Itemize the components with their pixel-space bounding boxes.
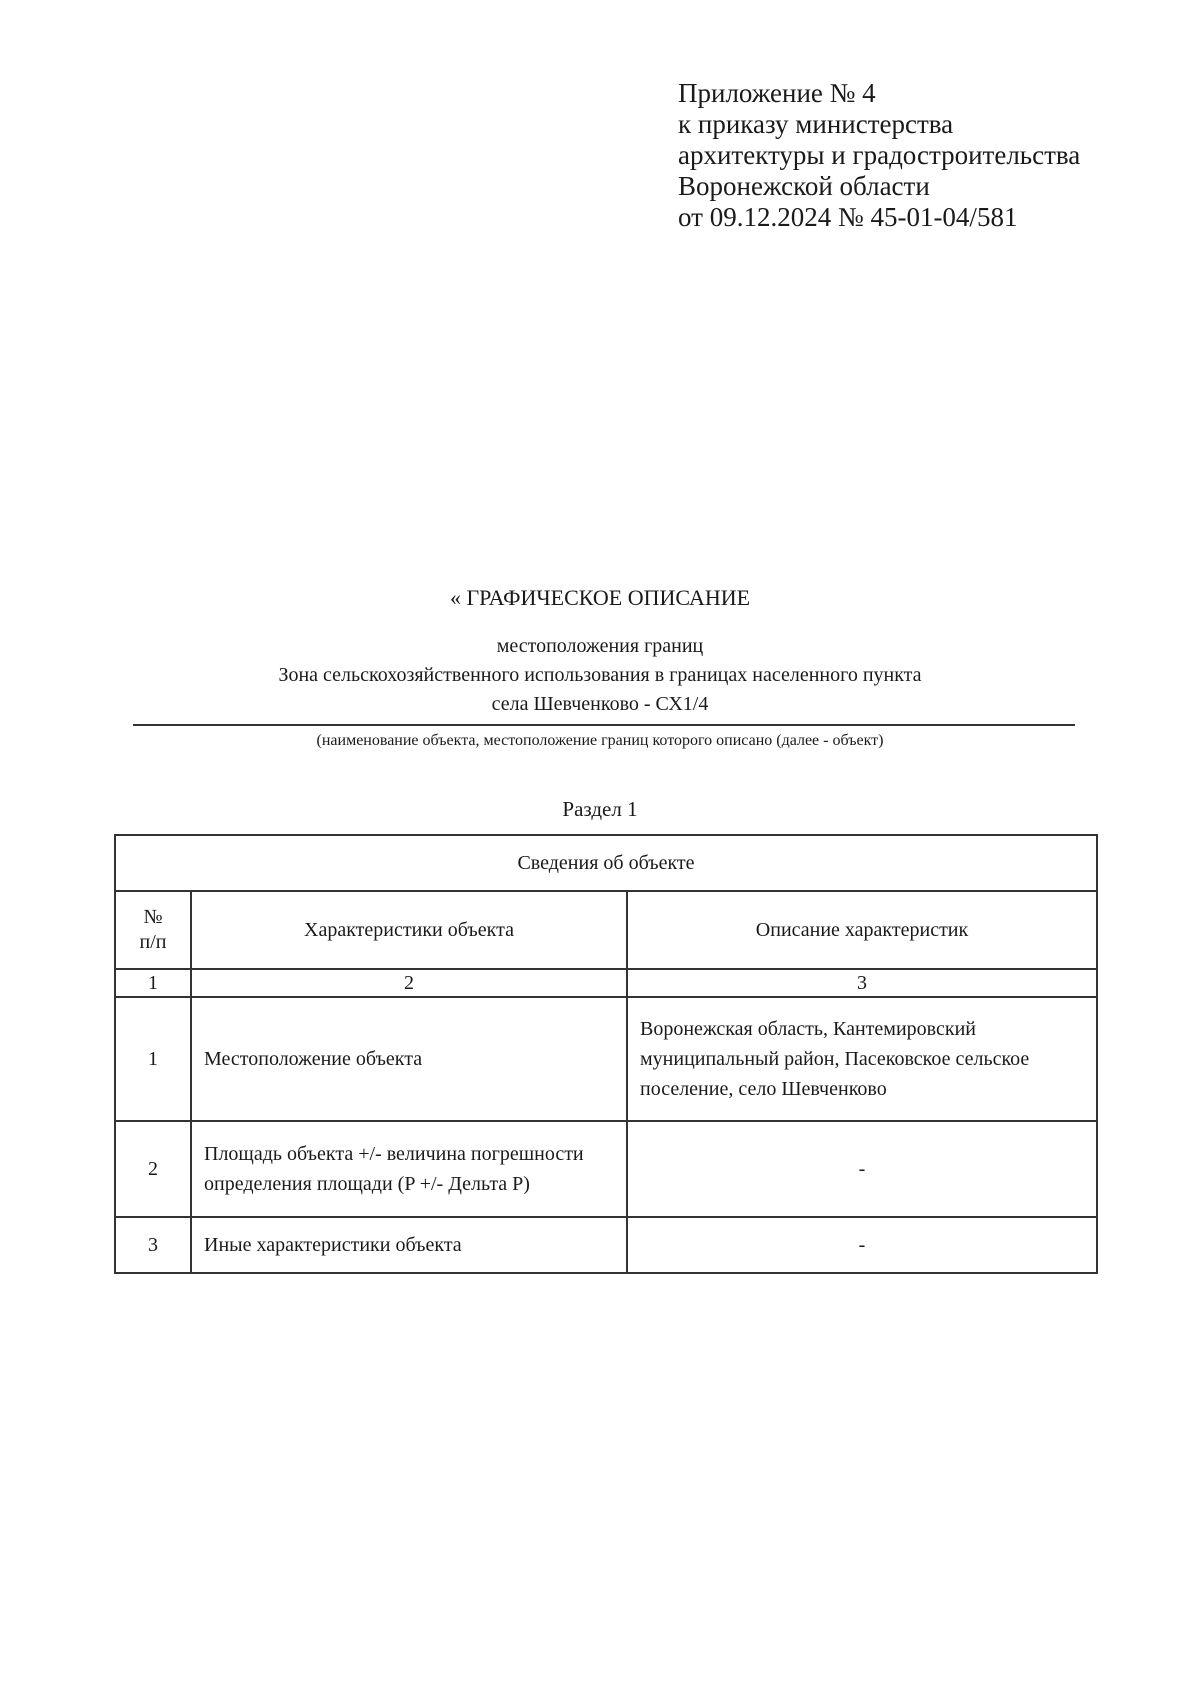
object-info-table xyxy=(114,834,1098,1274)
row-description: - xyxy=(627,1217,1097,1273)
column-header-number xyxy=(115,891,191,969)
section-label: Раздел 1 xyxy=(562,797,638,821)
row-description: - xyxy=(627,1121,1097,1217)
row-number: 2 xyxy=(115,1121,191,1217)
table-caption: Сведения об объекте xyxy=(115,835,1097,891)
row-characteristic: Местоположение объекта xyxy=(191,997,627,1121)
rule-caption: (наименование объекта, местоположение границ которого описано (далее - объект) xyxy=(316,732,884,749)
row-description: Воронежская область, Кантемировский муниципальный район, Пасековское сельское поселение, село Шевченково xyxy=(627,997,1097,1121)
subtitle-line: местоположения границ xyxy=(496,635,704,657)
column-index: 2 xyxy=(191,969,627,997)
subtitle-line: Зона сельскохозяйственного использования в границах населенного пункта xyxy=(278,664,922,686)
table-row xyxy=(115,1217,1097,1273)
appendix-line: Воронежской области xyxy=(678,171,930,201)
underline-rule xyxy=(133,724,1075,726)
appendix-reference xyxy=(678,78,1080,233)
appendix-line: от 09.12.2024 № 45-01-04/581 xyxy=(678,202,1018,232)
appendix-line: Приложение № 4 xyxy=(678,78,876,108)
row-number: 1 xyxy=(115,997,191,1121)
table-row xyxy=(115,1121,1097,1217)
column-index: 3 xyxy=(627,969,1097,997)
subtitle-line: села Шевченково - СХ1/4 xyxy=(491,693,709,715)
table-header-row xyxy=(115,891,1097,969)
row-characteristic: Площадь объекта +/- величина погрешности определения площади (P +/- Дельта P) xyxy=(191,1121,627,1217)
table-row xyxy=(115,997,1097,1121)
column-header-description: Описание характеристик xyxy=(627,891,1097,969)
column-header-number-line2: п/п xyxy=(139,931,167,953)
column-header-number-line1: № xyxy=(143,906,163,928)
appendix-line: архитектуры и градостроительства xyxy=(678,140,1081,170)
row-characteristic: Иные характеристики объекта xyxy=(191,1217,627,1273)
row-number: 3 xyxy=(115,1217,191,1273)
column-index: 1 xyxy=(115,969,191,997)
appendix-line: к приказу министерства xyxy=(678,109,954,139)
column-index-row xyxy=(115,969,1097,997)
document-title: « ГРАФИЧЕСКОЕ ОПИСАНИЕ xyxy=(449,585,751,610)
document-subtitle xyxy=(0,632,1200,719)
column-header-characteristics: Характеристики объекта xyxy=(191,891,627,969)
table-caption-row xyxy=(115,835,1097,891)
